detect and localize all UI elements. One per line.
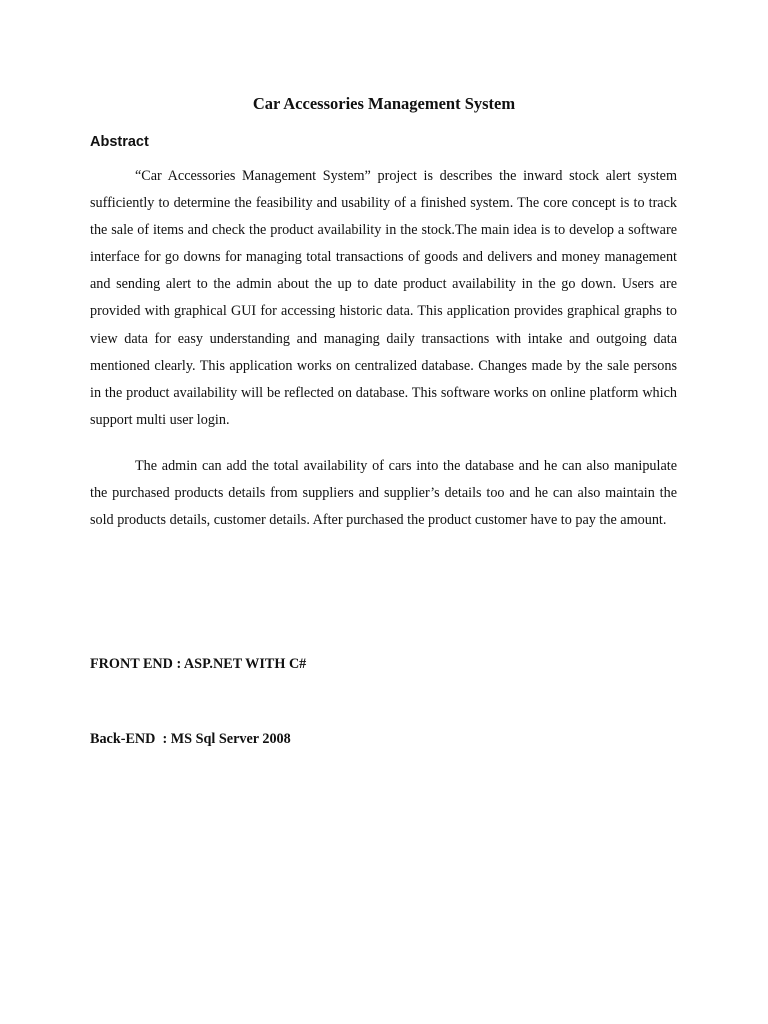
abstract-paragraph-2: The admin can add the total availability of cars into the database and he can also manipulate the purchased products details from suppliers and supplier’s details too and he can also maintain the sold products details, customer details. After purchased the product customer have to pay the amount. [90, 458, 677, 529]
back-end-line: Back-END : MS Sql Server 2008 [90, 731, 291, 747]
abstract-paragraph-1: “Car Accessories Management System” project is describes the inward stock alert system sufficiently to determine the feasibility and usability of a finished system. The core concept is to track the sale of items and check the product availability in the stock.The main idea is to develop a software interface for go downs for managing total transactions of goods and delivers and money management and sending alert to the admin about the up to date product availability in the go down. Users are provided with graphical GUI for accessing historic data. This application provides graphical graphs to view data for easy understanding and managing daily transactions with intake and outgoing data mentioned clearly. This application works on centralized database. Changes made by the sale persons in the product availability will be reflected on database. This software works on online platform which support multi user login. [90, 168, 677, 428]
front-end-line: FRONT END : ASP.NET WITH C# [90, 656, 307, 672]
document-title: Car Accessories Management System [252, 94, 516, 113]
abstract-heading: Abstract [90, 134, 149, 150]
